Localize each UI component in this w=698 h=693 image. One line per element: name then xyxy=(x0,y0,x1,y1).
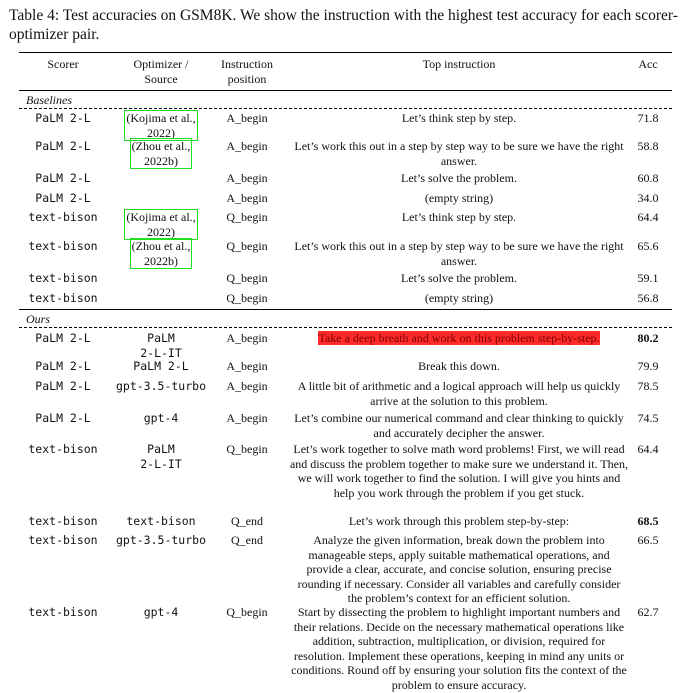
baseline-position: A_begin xyxy=(226,139,268,153)
baseline-position: A_begin xyxy=(226,171,268,185)
baseline-acc: 65.6 xyxy=(637,239,659,253)
baselines-divider xyxy=(19,108,672,109)
ours-acc: 80.2 xyxy=(637,331,659,345)
ours-instruction: Let’s combine our numerical command and clear thinking to quickly and accurately decipher the answer. xyxy=(294,411,624,440)
ours-scorer: PaLM 2-L xyxy=(35,379,91,393)
header-position xyxy=(209,57,285,86)
ours-position: A_begin xyxy=(226,379,268,393)
baseline-position: Q_begin xyxy=(226,210,268,224)
ours-position: A_begin xyxy=(226,411,268,425)
baseline-position: Q_begin xyxy=(226,291,268,305)
baseline-acc: 64.4 xyxy=(637,210,659,224)
baseline-instruction: Let’s work this out in a step by step way to be sure we have the right answer. xyxy=(294,139,624,168)
ours-position: Q_end xyxy=(231,533,263,547)
ours-optimizer: PaLM 2-L-IT xyxy=(140,331,182,360)
ours-instruction: Let’s work through this problem step-by-step: xyxy=(348,514,570,528)
baseline-position: A_begin xyxy=(226,191,268,205)
ours-acc: 62.7 xyxy=(637,605,659,619)
baseline-scorer: text-bison xyxy=(28,271,98,285)
baseline-acc: 34.0 xyxy=(637,191,659,205)
ours-scorer: PaLM 2-L xyxy=(35,331,91,345)
baseline-acc: 58.8 xyxy=(637,139,659,153)
ours-optimizer: gpt-4 xyxy=(143,605,179,619)
ours-acc: 64.4 xyxy=(637,442,659,456)
ours-acc: 79.9 xyxy=(637,359,659,373)
baseline-instruction: Let’s think step by step. xyxy=(401,111,517,125)
ours-instruction: A little bit of arithmetic and a logical approach will help us quickly arrive at the solution to this problem. xyxy=(297,379,621,408)
baseline-scorer: PaLM 2-L xyxy=(35,171,91,185)
highlighted-instruction: Take a deep breath and work on this problem step-by-step. xyxy=(318,331,600,345)
baseline-scorer: text-bison xyxy=(28,291,98,305)
ours-scorer: text-bison xyxy=(28,442,98,456)
baseline-position: Q_begin xyxy=(226,271,268,285)
ours-optimizer: PaLM 2-L xyxy=(133,359,189,373)
header-optimizer-line1: Optimizer / xyxy=(133,57,189,71)
ours-scorer: PaLM 2-L xyxy=(35,359,91,373)
ours-instruction xyxy=(289,331,629,346)
ours-optimizer: PaLM 2-L-IT xyxy=(140,442,182,471)
header-position-line2: position xyxy=(227,71,267,86)
header-position-line1: Instruction xyxy=(221,57,273,71)
header-rule xyxy=(19,90,672,91)
baseline-instruction: Let’s solve the problem. xyxy=(401,171,517,185)
baseline-acc: 56.8 xyxy=(637,291,659,305)
baseline-instruction: Let’s work this out in a step by step way to be sure we have the right answer. xyxy=(294,239,624,268)
ours-position: A_begin xyxy=(226,331,268,345)
ours-instruction: Analyze the given information, break down the problem into manageable steps, apply suitable mathematical operations, and provide a clear, accurate, and concise solution, ensuring precise rounding if necessary. Consider all variables and carefully consider the problem’s context for an efficient solution. xyxy=(297,533,621,606)
header-optimizer-line2: Source xyxy=(144,71,178,86)
header-acc: Acc xyxy=(638,57,658,71)
baseline-source xyxy=(114,138,208,169)
ours-position: Q_end xyxy=(231,514,263,528)
baseline-instruction: (empty string) xyxy=(424,191,494,205)
baseline-instruction: Let’s solve the problem. xyxy=(401,271,517,285)
ours-optimizer: gpt-3.5-turbo xyxy=(115,533,206,547)
citation-link[interactable]: (Kojima et al., 2022) xyxy=(126,111,196,140)
baseline-acc: 59.1 xyxy=(637,271,659,285)
baseline-scorer: text-bison xyxy=(28,239,98,253)
baseline-scorer: PaLM 2-L xyxy=(35,139,91,153)
baseline-source xyxy=(114,209,208,240)
ours-instruction: Let’s work together to solve math word problems! First, we will read and discuss the problem together to make sure we understand it. Then, we will work together to find the solution. I will give you hints and help you work through the problem if you get stuck. xyxy=(289,442,629,500)
baseline-instruction: (empty string) xyxy=(424,291,494,305)
ours-instruction: Break this down. xyxy=(418,359,500,373)
ours-scorer: text-bison xyxy=(28,605,98,619)
header-optimizer xyxy=(114,57,208,86)
baseline-scorer: PaLM 2-L xyxy=(35,191,91,205)
ours-instruction: Start by dissecting the problem to highlight important numbers and their relations. Decide on the necessary mathematical operations like addition, subtraction, multiplication, or division, required for resolution. Implement these operations, keeping in mind any units or conditions. Round off by ensuring your solution fits the context of the problem to ensure accuracy. xyxy=(291,605,627,692)
section-rule xyxy=(19,309,672,310)
section-baselines: Baselines xyxy=(26,93,72,107)
baseline-acc: 71.8 xyxy=(637,111,659,125)
ours-position: Q_begin xyxy=(226,442,268,456)
baseline-position: A_begin xyxy=(226,111,268,125)
baseline-instruction: Let’s think step by step. xyxy=(401,210,517,224)
ours-acc: 74.5 xyxy=(637,411,659,425)
section-ours: Ours xyxy=(26,312,51,326)
ours-optimizer: text-bison xyxy=(126,514,196,528)
header-instruction: Top instruction xyxy=(422,57,496,71)
top-rule xyxy=(19,52,672,53)
ours-optimizer: gpt-3.5-turbo xyxy=(115,379,206,393)
baseline-position: Q_begin xyxy=(226,239,268,253)
ours-divider xyxy=(19,327,672,328)
ours-scorer: text-bison xyxy=(28,533,98,547)
baseline-source xyxy=(114,110,208,141)
ours-acc: 78.5 xyxy=(637,379,659,393)
ours-scorer: text-bison xyxy=(28,514,98,528)
ours-acc: 66.5 xyxy=(637,533,659,547)
ours-scorer: PaLM 2-L xyxy=(35,411,91,425)
table-caption: Table 4: Test accuracies on GSM8K. We show the instruction with the highest test accuracy for each scorer-optimizer pair. xyxy=(9,7,678,43)
ours-position: A_begin xyxy=(226,359,268,373)
baseline-scorer: text-bison xyxy=(28,210,98,224)
ours-optimizer: gpt-4 xyxy=(143,411,179,425)
header-scorer: Scorer xyxy=(47,57,79,71)
baseline-acc: 60.8 xyxy=(637,171,659,185)
baseline-scorer: PaLM 2-L xyxy=(35,111,91,125)
ours-position: Q_begin xyxy=(226,605,268,619)
citation-link[interactable]: (Kojima et al., 2022) xyxy=(126,210,196,239)
baseline-source xyxy=(114,238,208,269)
citation-link[interactable]: (Zhou et al., 2022b) xyxy=(131,139,191,168)
ours-acc: 68.5 xyxy=(637,514,659,528)
citation-link[interactable]: (Zhou et al., 2022b) xyxy=(131,239,191,268)
